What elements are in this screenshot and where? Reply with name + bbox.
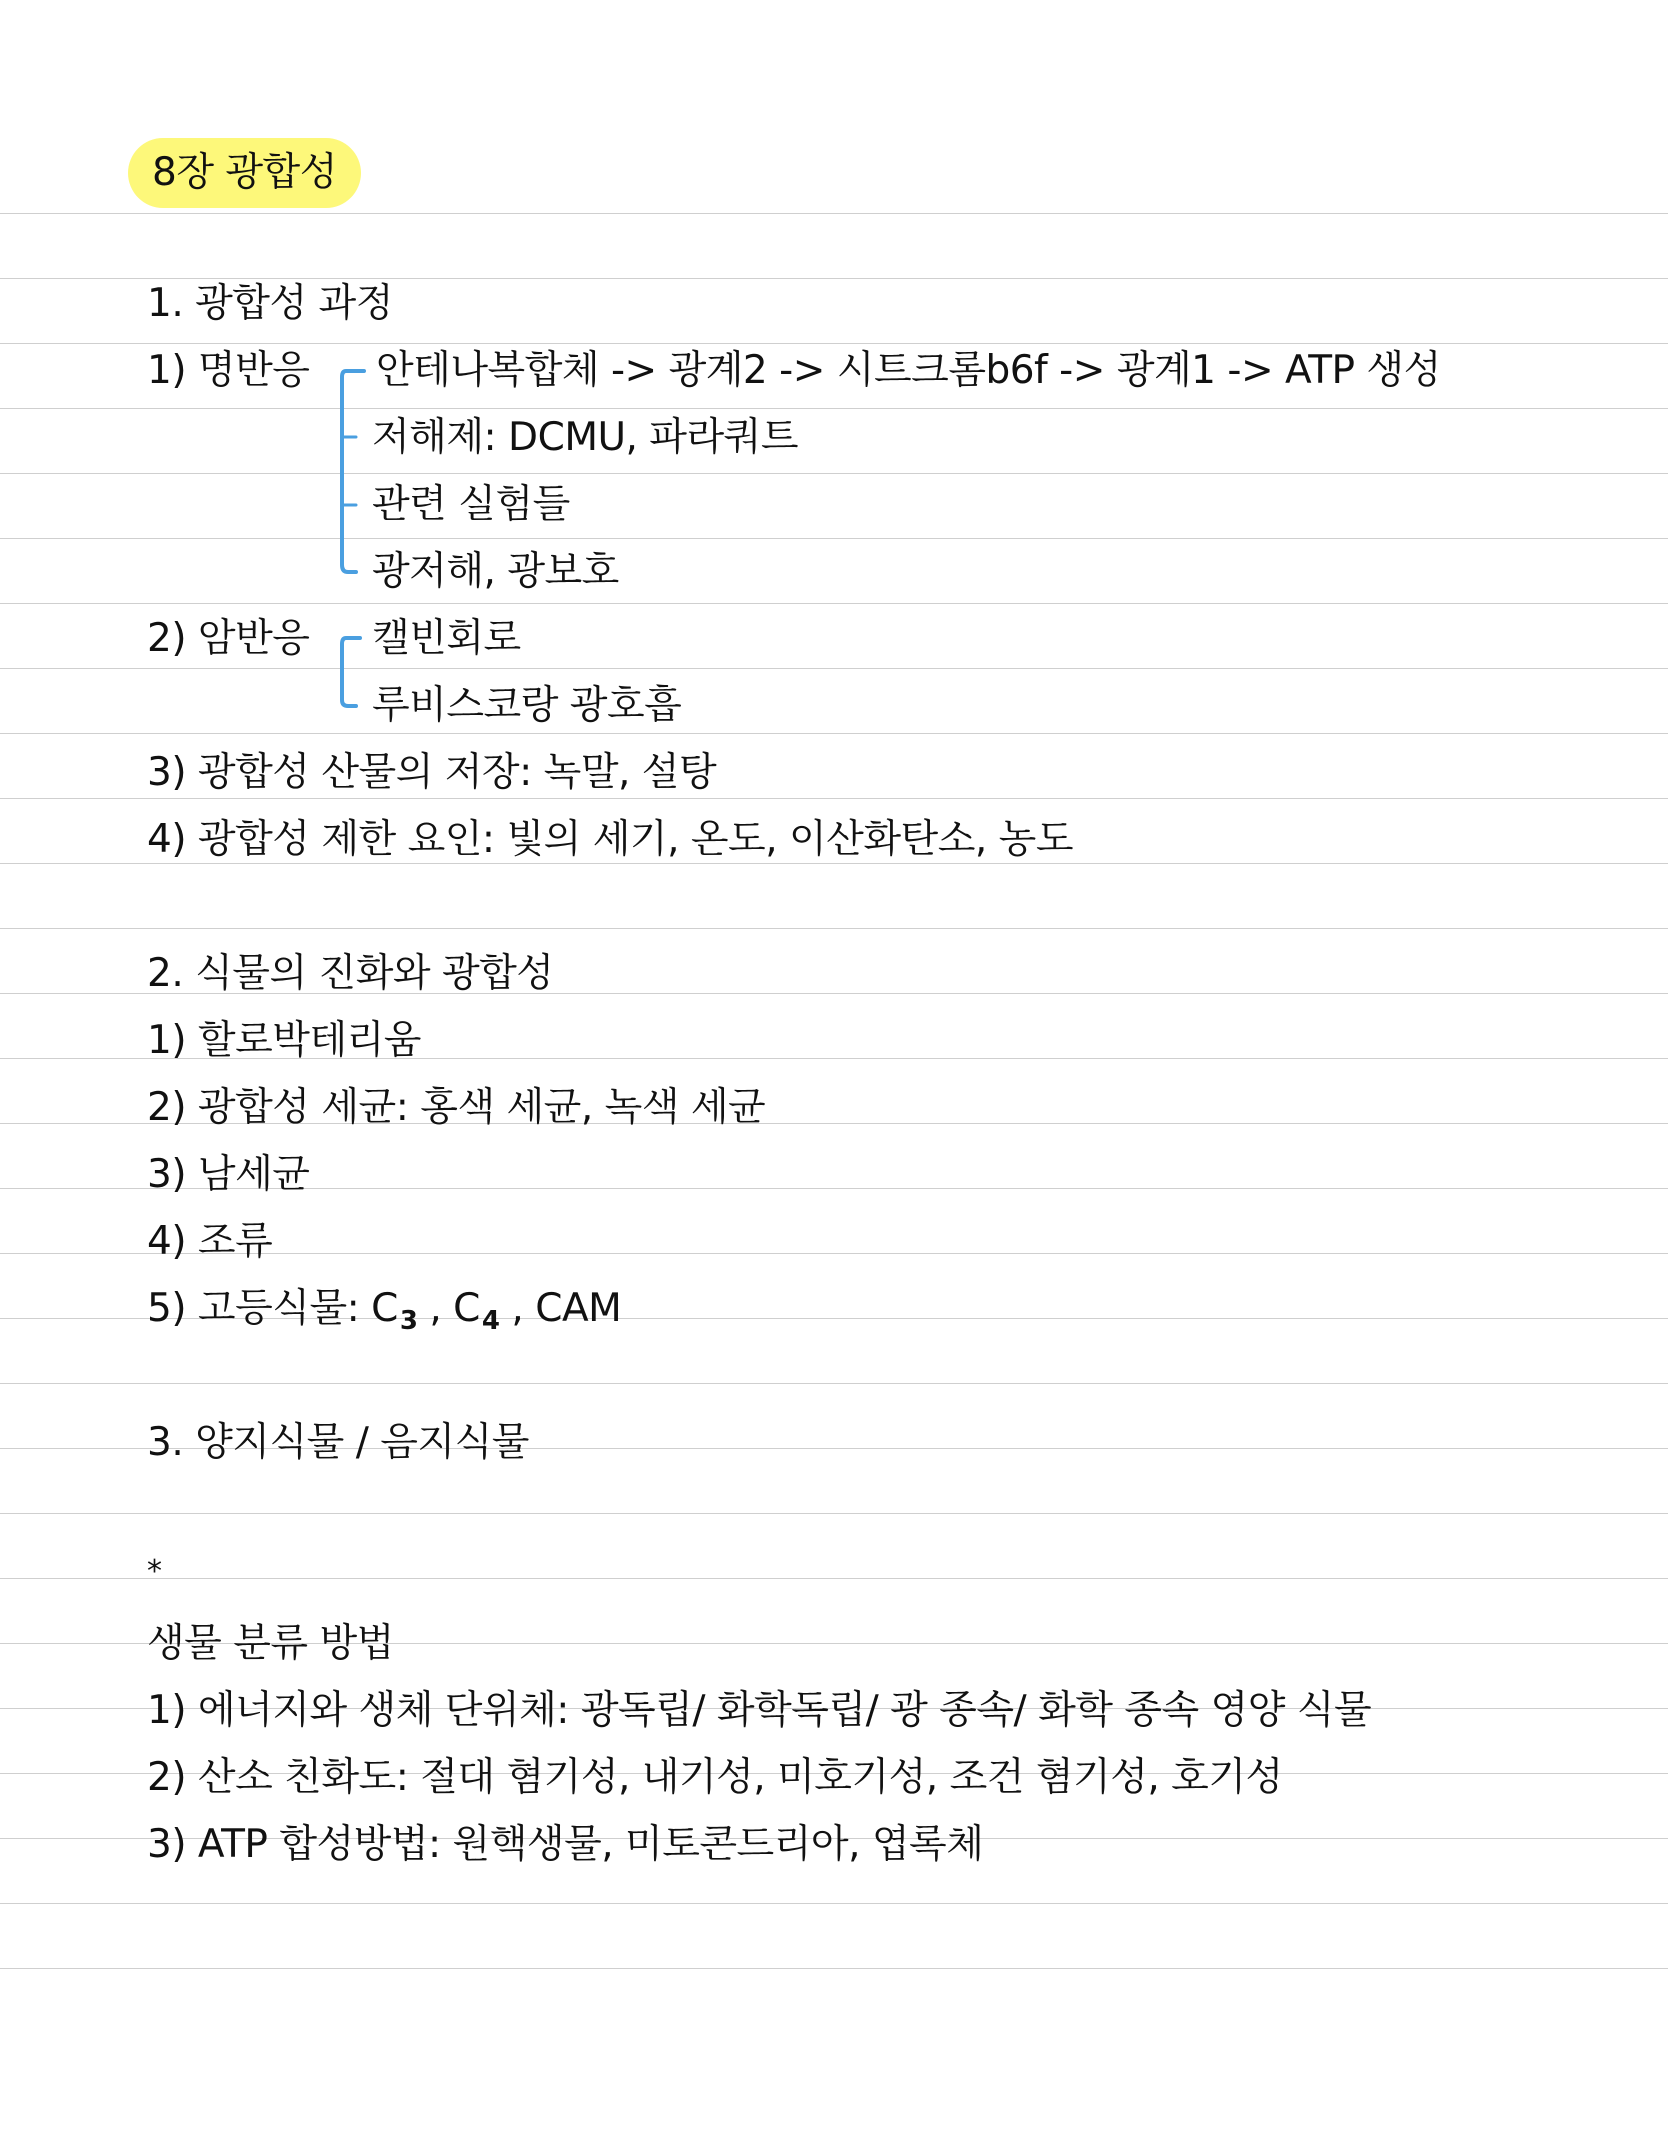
rule-line xyxy=(0,343,1668,344)
dark-item: 루비스코랑 광호흡 xyxy=(372,683,682,728)
section-heading: 1. 광합성 과정 xyxy=(147,281,393,326)
rule-line xyxy=(0,668,1668,669)
list-item: 1) 할로박테리움 xyxy=(147,1018,421,1063)
dark-reaction-bracket xyxy=(336,636,366,716)
list-item: 3) 광합성 산물의 저장: 녹말, 설탕 xyxy=(147,750,717,795)
rule-line xyxy=(0,278,1668,279)
dark-reaction-label: 2) 암반응 xyxy=(147,616,310,661)
rule-line xyxy=(0,733,1668,734)
list-item: 1) 에너지와 생체 단위체: 광독립/ 화학독립/ 광 종속/ 화학 종속 영양 식물 xyxy=(147,1688,1372,1733)
rule-line xyxy=(0,538,1668,539)
rule-line xyxy=(0,473,1668,474)
light-reaction-label: 1) 명반응 xyxy=(147,348,310,393)
note-heading: 생물 분류 방법 xyxy=(147,1621,394,1666)
rule-line xyxy=(0,603,1668,604)
asterisk-mark: * xyxy=(147,1554,162,1589)
section-heading: 2. 식물의 진화와 광합성 xyxy=(147,951,554,996)
list-item: 4) 광합성 제한 요인: 빛의 세기, 온도, 이산화탄소, 농도 xyxy=(147,817,1074,862)
light-item: 광저해, 광보호 xyxy=(372,549,619,594)
cam-text: , CAM xyxy=(511,1286,622,1331)
rule-line xyxy=(0,408,1668,409)
rule-line xyxy=(0,798,1668,799)
light-reaction-bracket xyxy=(336,369,366,579)
c4-text: , C xyxy=(429,1286,480,1331)
rule-line xyxy=(0,1968,1668,1969)
list-item: 2) 산소 친화도: 절대 혐기성, 내기성, 미호기성, 조건 혐기성, 호기성 xyxy=(147,1755,1283,1800)
rule-line xyxy=(0,1383,1668,1384)
plants-prefix: 5) 고등식물: C xyxy=(147,1286,398,1331)
rule-line xyxy=(0,1578,1668,1579)
list-item: 2) 광합성 세균: 홍색 세균, 녹색 세균 xyxy=(147,1085,766,1130)
list-item: 3) ATP 합성방법: 원핵생물, 미토콘드리아, 엽록체 xyxy=(147,1822,984,1867)
rule-line xyxy=(0,1513,1668,1514)
list-item: 3) 남세균 xyxy=(147,1152,310,1197)
list-item: 4) 조류 xyxy=(147,1219,273,1264)
page-title: 8장 광합성 xyxy=(128,138,361,208)
dark-item: 캘빈회로 xyxy=(372,616,521,661)
list-item xyxy=(147,1285,621,1345)
c3-subscript: 3 xyxy=(399,1306,418,1336)
light-item: 저해제: DCMU, 파라쿼트 xyxy=(372,415,799,460)
light-item: 안테나복합체 -> 광계2 -> 시트크롬b6f -> 광계1 -> ATP 생성 xyxy=(376,348,1441,393)
rule-line xyxy=(0,928,1668,929)
c4-subscript: 4 xyxy=(481,1306,500,1336)
rule-line xyxy=(0,1903,1668,1904)
light-item: 관련 실험들 xyxy=(372,482,570,527)
section-heading: 3. 양지식물 / 음지식물 xyxy=(147,1420,529,1465)
rule-line xyxy=(0,213,1668,214)
